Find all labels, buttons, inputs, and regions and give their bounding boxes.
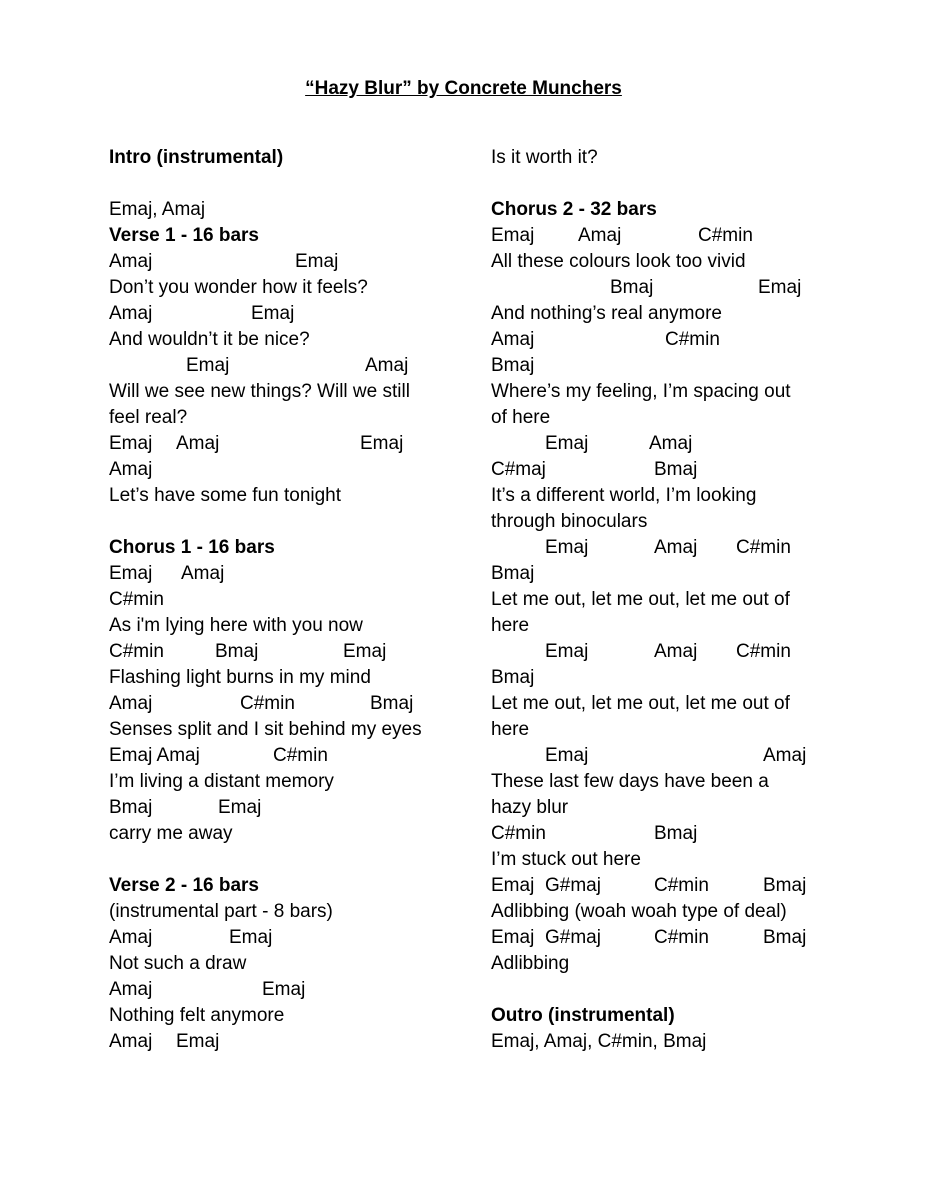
chord: C#min: [273, 745, 328, 766]
chord: Emaj Amaj: [109, 745, 200, 766]
chord: C#min: [665, 329, 720, 350]
lyric-line: here: [491, 615, 530, 636]
chord: C#min: [736, 537, 791, 558]
chord: Bmaj: [654, 823, 698, 844]
outro-heading: Outro (instrumental): [491, 1005, 675, 1026]
chord: Emaj: [545, 433, 589, 454]
chorus1-heading: Chorus 1 - 16 bars: [109, 537, 275, 558]
chord-line: [109, 353, 469, 379]
chord: Emaj: [295, 251, 339, 272]
chord: C#min: [736, 641, 791, 662]
left-column: [109, 145, 469, 1055]
chord: Bmaj: [763, 875, 807, 896]
lyric-line: hazy blur: [491, 797, 569, 818]
chord-line: [109, 1029, 469, 1055]
lyric-line: Nothing felt anymore: [109, 1005, 285, 1026]
chord: Amaj: [109, 1031, 153, 1052]
note-line: (instrumental part - 8 bars): [109, 901, 333, 922]
chord: Emaj: [109, 563, 153, 584]
lyric-line: Where’s my feeling, I’m spacing out: [491, 381, 791, 402]
lyric-line: Let me out, let me out, let me out of: [491, 693, 790, 714]
lyric-line: I’m living a distant memory: [109, 771, 334, 792]
chord-line: Amaj: [109, 459, 153, 480]
chord: Bmaj: [763, 927, 807, 948]
chord: Emaj: [218, 797, 262, 818]
chord: C#min: [654, 875, 709, 896]
chord-line: Bmaj: [491, 563, 535, 584]
chord-line: Bmaj: [491, 667, 535, 688]
chord-line: [109, 639, 469, 665]
chord: Emaj: [491, 225, 535, 246]
chord: Emaj: [262, 979, 306, 1000]
lyric-line: I’m stuck out here: [491, 849, 641, 870]
chord-line: [491, 457, 851, 483]
intro-chords: Emaj, Amaj: [109, 199, 206, 220]
chord: Amaj: [109, 303, 153, 324]
chord-line: [491, 743, 851, 769]
chord: Amaj: [654, 641, 698, 662]
outro-chords: Emaj, Amaj, C#min, Bmaj: [491, 1031, 707, 1052]
chord: Amaj: [109, 979, 153, 1000]
chord-line: [109, 977, 469, 1003]
chord-line: [109, 691, 469, 717]
chord: Emaj: [186, 355, 230, 376]
chord-line: [109, 743, 469, 769]
chord: C#min: [109, 641, 164, 662]
lyric-line: And wouldn’t it be nice?: [109, 329, 310, 350]
chord: Amaj: [176, 433, 220, 454]
chord: C#min: [698, 225, 753, 246]
lyric-line: Adlibbing: [491, 953, 570, 974]
chorus2-heading: Chorus 2 - 32 bars: [491, 199, 657, 220]
chord-line: [491, 821, 851, 847]
chord-line: [491, 873, 851, 899]
chord-line: [109, 249, 469, 275]
chord: Amaj: [365, 355, 409, 376]
chord: Bmaj: [610, 277, 654, 298]
chord: Emaj: [229, 927, 273, 948]
chord-line: [109, 431, 469, 457]
verse1-heading: Verse 1 - 16 bars: [109, 225, 259, 246]
lyric-line: feel real?: [109, 407, 188, 428]
intro-heading: Intro (instrumental): [109, 147, 284, 168]
chord: Emaj: [758, 277, 802, 298]
chord: Emaj: [360, 433, 404, 454]
chord-line: [491, 639, 851, 665]
chord: Amaj: [181, 563, 225, 584]
chord: Bmaj: [215, 641, 259, 662]
chord: Bmaj: [654, 459, 698, 480]
chord: C#min: [654, 927, 709, 948]
lyric-line: Is it worth it?: [491, 147, 598, 168]
chord-line: [491, 223, 851, 249]
chord: Emaj: [491, 927, 535, 948]
chord: Emaj: [109, 433, 153, 454]
chord: Emaj: [545, 745, 589, 766]
chord: Emaj: [545, 641, 589, 662]
lyric-line: here: [491, 719, 530, 740]
chord: Amaj: [109, 251, 153, 272]
lyric-line: Adlibbing (woah woah type of deal): [491, 901, 787, 922]
lyric-line: Let me out, let me out, let me out of: [491, 589, 790, 610]
lyric-line: of here: [491, 407, 551, 428]
chord: Emaj: [491, 875, 535, 896]
chord-line: [491, 431, 851, 457]
chord: Amaj: [109, 927, 153, 948]
chord: Bmaj: [109, 797, 153, 818]
verse2-heading: Verse 2 - 16 bars: [109, 875, 259, 896]
chord: Amaj: [654, 537, 698, 558]
chord-line: [491, 535, 851, 561]
lyric-line: All these colours look too vivid: [491, 251, 746, 272]
chord-line: [491, 275, 851, 301]
song-title: “Hazy Blur” by Concrete Munchers: [305, 78, 622, 99]
lyric-line: through binoculars: [491, 511, 648, 532]
chord: Amaj: [649, 433, 693, 454]
chord: C#min: [491, 823, 546, 844]
chord: Emaj: [176, 1031, 220, 1052]
lyric-line: Flashing light burns in my mind: [109, 667, 371, 688]
chord-line: [491, 925, 851, 951]
chord-line: [109, 795, 469, 821]
lyric-line: Not such a draw: [109, 953, 247, 974]
lyric-line: Don’t you wonder how it feels?: [109, 277, 368, 298]
lyric-line: Let’s have some fun tonight: [109, 485, 342, 506]
chord: Emaj: [545, 537, 589, 558]
lyric-line: Senses split and I sit behind my eyes: [109, 719, 422, 740]
chord: C#maj: [491, 459, 546, 480]
chord-line: [109, 301, 469, 327]
chord: Emaj: [251, 303, 295, 324]
chord: Amaj: [491, 329, 535, 350]
chord-line: [491, 327, 851, 353]
chord: Amaj: [109, 693, 153, 714]
lyric-line: Will we see new things? Will we still: [109, 381, 410, 402]
lyric-line: It’s a different world, I’m looking: [491, 485, 757, 506]
chord: Emaj: [343, 641, 387, 662]
chord: Amaj: [578, 225, 622, 246]
lyric-line: These last few days have been a: [491, 771, 769, 792]
chord: Bmaj: [370, 693, 414, 714]
chord: G#maj: [545, 927, 601, 948]
chord: Amaj: [763, 745, 807, 766]
right-column: [491, 145, 851, 1055]
chord-line: [109, 925, 469, 951]
chord-line: Bmaj: [491, 355, 535, 376]
lyric-line: As i'm lying here with you now: [109, 615, 363, 636]
chord: G#maj: [545, 875, 601, 896]
chord-line: C#min: [109, 589, 164, 610]
chord: C#min: [240, 693, 295, 714]
lyric-line: carry me away: [109, 823, 233, 844]
chord-line: [109, 561, 469, 587]
lyric-line: And nothing’s real anymore: [491, 303, 722, 324]
